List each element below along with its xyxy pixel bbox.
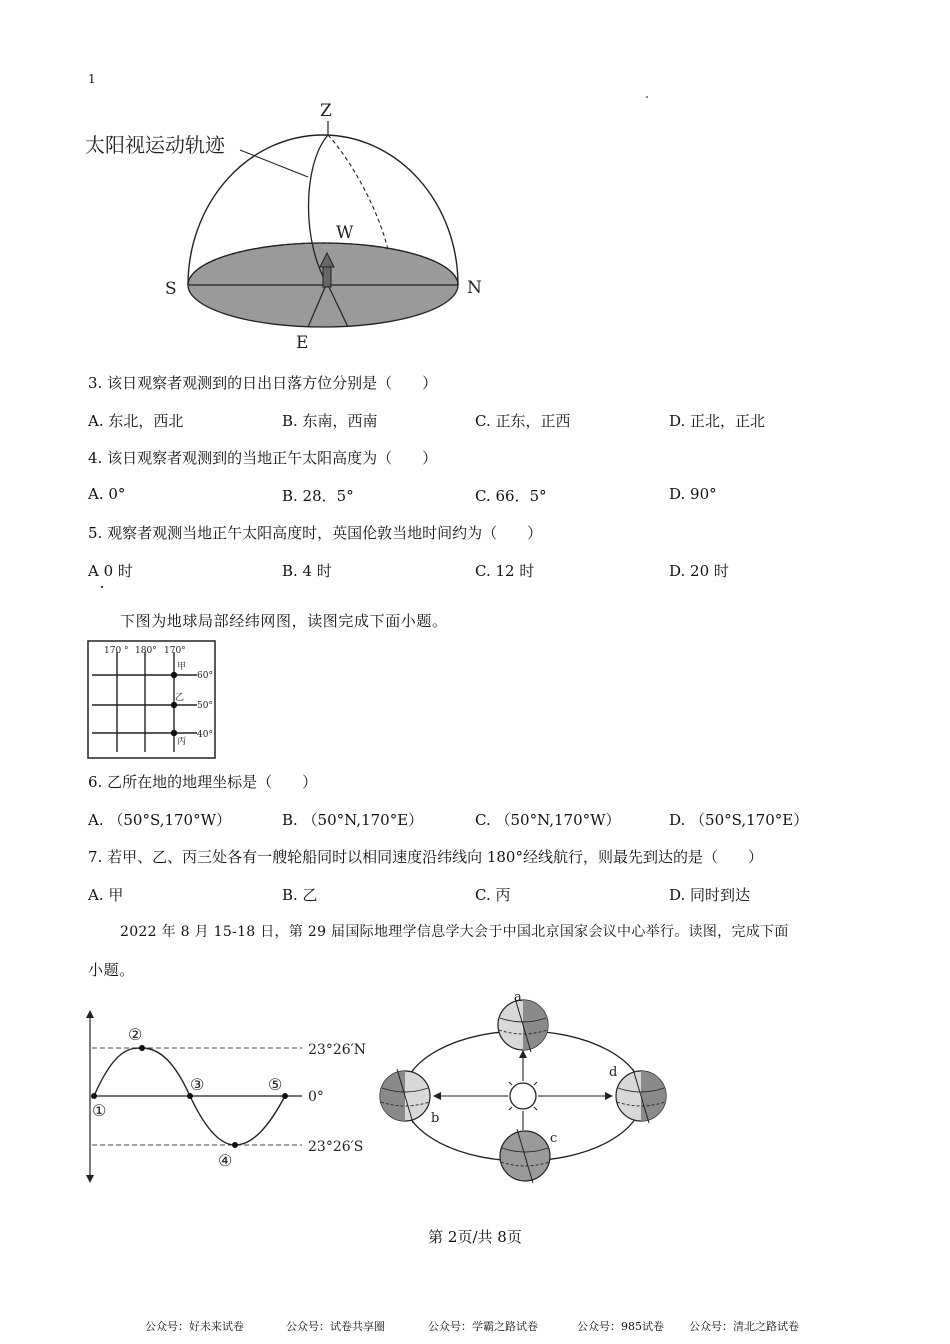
question-4-stem: 4. 该日观察者观测到的当地正午太阳高度为（ ）	[88, 449, 438, 467]
arrowhead-a	[519, 1050, 527, 1058]
label-point-1: ①	[92, 1101, 107, 1120]
lon-label-1: 170 °	[104, 646, 129, 656]
question-5-option-b[interactable]: B. 4 时	[282, 562, 332, 580]
question-4-option-b[interactable]: B. 28．5°	[282, 487, 354, 505]
intro-conference-line1: 2022 年 8 月 15-18 日，第 29 届国际地理学信息学大会于中国北京国家会议中心举行。读图，完成下面	[120, 924, 789, 940]
question-5-option-a[interactable]: A 0 时	[88, 562, 133, 580]
footer-item-2: 公众号：试卷共享圈	[286, 1320, 385, 1333]
dot-mark	[646, 96, 648, 98]
question-5-option-d[interactable]: D. 20 时	[669, 562, 729, 580]
question-7-option-c[interactable]: C. 丙	[475, 886, 511, 904]
zenith-label: Z	[320, 101, 332, 121]
point-5	[282, 1093, 288, 1099]
east-label: E	[296, 333, 309, 353]
lon-label-3: 170°	[164, 646, 186, 656]
earth-position-a	[498, 998, 548, 1052]
point-bing	[171, 730, 177, 736]
question-4-option-a[interactable]: A. 0°	[88, 485, 126, 503]
footer-item-4: 公众号：985试卷	[577, 1320, 664, 1333]
intro-conference-line2: 小题。	[88, 961, 135, 979]
question-6-option-a[interactable]: A. （50°S,170°W）	[88, 811, 232, 829]
question-5-option-c[interactable]: C. 12 时	[475, 562, 535, 580]
lat-label-40: 40°	[197, 730, 213, 740]
label-point-2: ②	[128, 1025, 143, 1044]
sun-path-figure	[80, 95, 500, 360]
question-3-option-d[interactable]: D. 正北，正北	[669, 412, 766, 430]
lat-label-50: 50°	[197, 701, 213, 711]
label-d: d	[609, 1065, 618, 1080]
label-bing: 丙	[177, 737, 187, 747]
observer-marker	[323, 265, 331, 287]
north-label: N	[467, 278, 482, 298]
caption-leader	[240, 150, 308, 177]
label-a: a	[514, 990, 522, 1005]
question-4-option-c[interactable]: C. 66．5°	[475, 487, 547, 505]
dot-mark-2	[101, 586, 103, 588]
question-3-option-a[interactable]: A. 东北，西北	[88, 412, 184, 430]
point-jia	[171, 672, 177, 678]
label-b: b	[431, 1111, 440, 1126]
label-jia: 甲	[177, 662, 187, 672]
earth-position-b	[380, 1069, 430, 1123]
sun-icon	[503, 1076, 543, 1116]
question-6-option-b[interactable]: B. （50°N,170°E）	[282, 811, 424, 829]
label-c: c	[550, 1131, 558, 1146]
question-4-option-d[interactable]: D. 90°	[669, 485, 717, 503]
earth-orbit-figure	[375, 990, 675, 1190]
footer-item-1: 公众号：好未来试卷	[145, 1320, 244, 1333]
question-7-option-d[interactable]: D. 同时到达	[669, 886, 751, 904]
earth-position-d	[616, 1069, 666, 1123]
arrowhead-b	[433, 1092, 441, 1100]
lon-label-2: 180°	[135, 646, 157, 656]
label-point-4: ④	[218, 1151, 233, 1170]
label-equator: 0°	[308, 1089, 324, 1105]
axis-arrow-up	[86, 1010, 94, 1018]
footer-item-5: 公众号：清北之路试卷	[689, 1320, 799, 1333]
question-7-option-a[interactable]: A. 甲	[88, 886, 124, 904]
axis-arrow-down	[86, 1175, 94, 1183]
lat-lon-grid-figure	[87, 640, 217, 760]
label-point-3: ③	[190, 1075, 205, 1094]
intro-grid-section: 下图为地球局部经纬网图，读图完成下面小题。	[120, 612, 448, 630]
question-3-option-c[interactable]: C. 正东，正西	[475, 412, 571, 430]
question-7-stem: 7. 若甲、乙、丙三处各有一艘轮船同时以相同速度沿纬线向 180°经线航行，则最先到达的是（ ）	[88, 848, 763, 866]
question-6-option-d[interactable]: D. （50°S,170°E）	[669, 811, 809, 829]
page-number: 第 2页/共 8页	[428, 1228, 522, 1246]
south-label: S	[165, 279, 177, 299]
label-tropic-south: 23°26′S	[308, 1139, 364, 1155]
point-1	[91, 1093, 97, 1099]
lat-label-60: 60°	[197, 671, 213, 681]
subsolar-point-curve-figure	[80, 1008, 380, 1188]
label-tropic-north: 23°26′N	[308, 1042, 367, 1058]
question-6-option-c[interactable]: C. （50°N,170°W）	[475, 811, 621, 829]
earth-position-c	[500, 1129, 550, 1183]
question-6-stem: 6. 乙所在地的地理坐标是（ ）	[88, 773, 318, 791]
point-2	[139, 1045, 145, 1051]
label-point-5: ⑤	[268, 1075, 283, 1094]
sun-path-caption: 太阳视运动轨迹	[85, 133, 225, 157]
corner-mark: 1	[88, 72, 96, 86]
point-4	[232, 1142, 238, 1148]
question-7-option-b[interactable]: B. 乙	[282, 886, 318, 904]
footer-item-3: 公众号：学霸之路试卷	[428, 1320, 538, 1333]
grid-frame	[88, 641, 215, 758]
question-5-stem: 5. 观察者观测当地正午太阳高度时，英国伦敦当地时间约为（ ）	[88, 524, 543, 542]
west-label: W	[336, 223, 354, 243]
question-3-option-b[interactable]: B. 东南，西南	[282, 412, 378, 430]
question-3-stem: 3. 该日观察者观测到的日出日落方位分别是（ ）	[88, 374, 438, 392]
arrowhead-d	[605, 1092, 613, 1100]
label-yi: 乙	[175, 693, 185, 703]
